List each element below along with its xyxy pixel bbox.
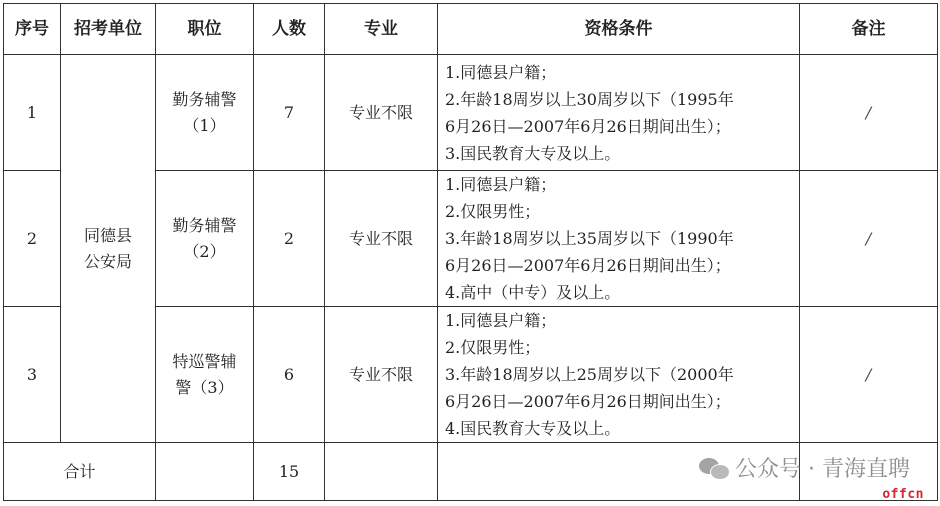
row-position [156,55,254,171]
position-line: 勤务辅警 [172,215,237,235]
wechat-icon [699,456,729,480]
row-count: 2 [254,171,325,307]
row-position [156,307,254,443]
condition-line: 4.高中（中专）及以上。 [445,283,621,302]
total-position-empty [156,443,254,501]
condition-line: 3.年龄18周岁以上35周岁以下（1990年 [445,229,734,248]
header-count: 人数 [254,4,325,55]
header-row [4,4,938,55]
header-position: 职位 [156,4,254,55]
row-no: 2 [4,171,61,307]
condition-line: 6月26日—2007年6月26日期间出生）； [445,392,731,411]
header-unit: 招考单位 [61,4,156,55]
row-major: 专业不限 [325,171,438,307]
unit-line: 公安局 [83,251,132,271]
condition-line: 2.仅限男性； [445,338,541,357]
condition-line: 3.国民教育大专及以上。 [445,143,621,163]
header-no: 序号 [4,4,61,55]
condition-line: 2.年龄18周岁以上30周岁以下（1995年 [445,89,734,109]
header-conditions: 资格条件 [438,4,800,55]
condition-line: 6月26日—2007年6月26日期间出生）； [445,116,731,136]
header-remark: 备注 [800,4,938,55]
table-row [4,55,938,171]
row-remark: / [800,307,938,443]
row-conditions [438,307,800,443]
watermark-text: 公众号 · 青海直聘 [735,457,910,482]
unit-line: 同德县 [83,225,132,245]
row-major: 专业不限 [325,307,438,443]
condition-line: 2.仅限男性； [445,202,541,221]
row-remark: / [800,171,938,307]
condition-line: 1.同德县户籍； [445,311,557,330]
condition-line: 1.同德县户籍； [445,62,557,82]
condition-line: 3.年龄18周岁以上25周岁以下（2000年 [445,365,734,384]
row-remark: / [800,55,938,171]
position-line: 特巡警辅 [172,351,237,371]
row-no: 3 [4,307,61,443]
position-line: （1） [183,115,226,135]
row-count: 6 [254,307,325,443]
position-line: 警（3） [175,377,234,397]
total-count: 15 [254,443,325,501]
position-line: 勤务辅警 [172,89,237,109]
row-conditions [438,55,800,171]
position-line: （2） [183,241,226,261]
condition-line: 1.同德县户籍； [445,175,557,194]
total-label: 合计 [4,443,156,501]
header-major: 专业 [325,4,438,55]
recruitment-table [3,3,938,501]
recruiting-unit [61,55,156,443]
row-position [156,171,254,307]
watermark [699,452,910,483]
condition-line: 4.国民教育大专及以上。 [445,419,621,438]
row-major: 专业不限 [325,55,438,171]
total-major-empty [325,443,438,501]
condition-line: 6月26日—2007年6月26日期间出生）； [445,256,731,275]
row-no: 1 [4,55,61,171]
brand-logo: offcn [882,487,924,502]
row-conditions [438,171,800,307]
row-count: 7 [254,55,325,171]
